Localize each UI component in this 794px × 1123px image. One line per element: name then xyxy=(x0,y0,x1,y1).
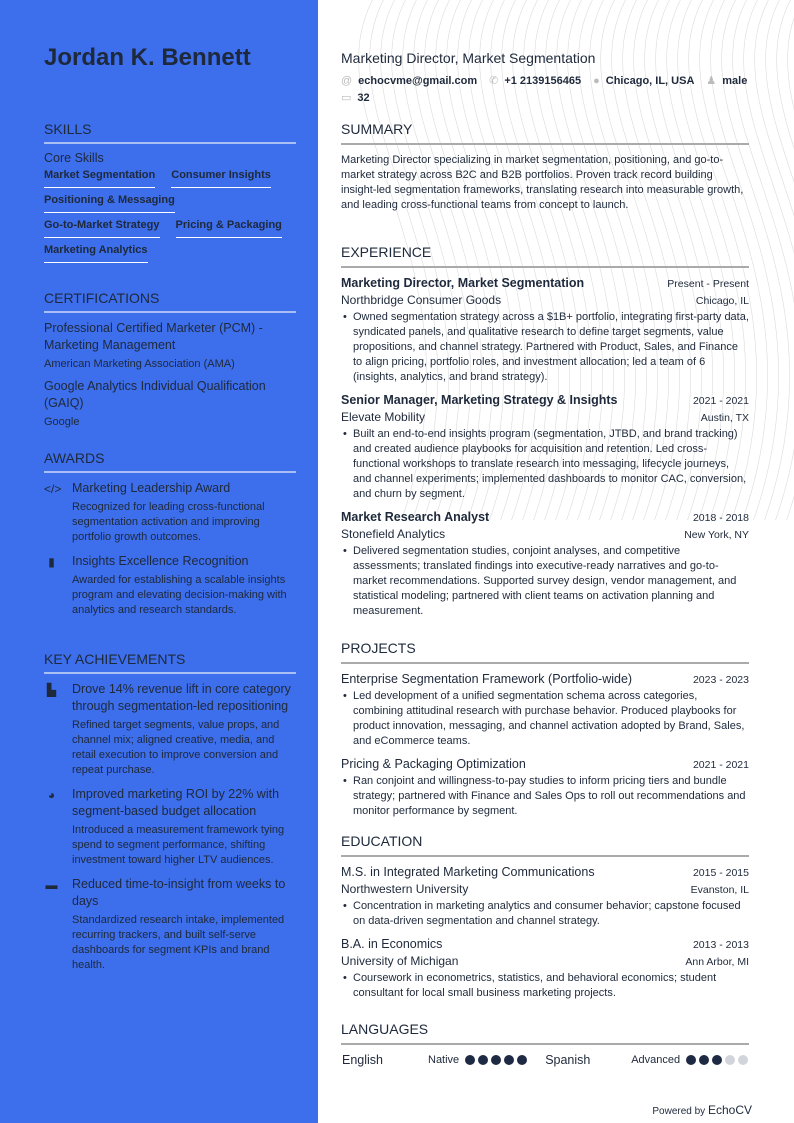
skill-chip: Pricing & Packaging xyxy=(176,219,282,238)
contact-info xyxy=(341,74,749,104)
summary-heading: SUMMARY xyxy=(341,121,749,145)
achievement-item xyxy=(44,786,296,868)
projects-section xyxy=(341,640,749,827)
file-check-icon: ▙ xyxy=(46,683,57,697)
education-dates: 2013 - 2013 xyxy=(692,939,749,951)
achievement-title: Drove 14% revenue lift in core category through segmentation-led repositioning xyxy=(72,682,291,713)
achievement-desc: Standardized research intake, implemented recurring trackers, and built self-serve dashboards for segment KPIs and brand health. xyxy=(72,914,285,971)
experience-title: Senior Manager, Marketing Strategy & Insights xyxy=(341,393,618,407)
summary-text: Marketing Director specializing in market segmentation, positioning, and go-to-market strategy across B2C and B2B portfolios. Proven track record building insight-led segmentation frameworks, translating research into measurable growth, and leading cross-functional teams from concept to launch. xyxy=(341,154,744,211)
languages-list xyxy=(341,1053,749,1067)
job-title: Marketing Director, Market Segmentation xyxy=(341,50,596,66)
experience-location: Austin, TX xyxy=(700,412,749,424)
education-item xyxy=(341,937,749,1001)
education-bullets xyxy=(353,899,749,929)
experience-dates: 2021 - 2021 xyxy=(692,395,749,407)
education-school-row xyxy=(341,951,749,968)
education-bullets xyxy=(353,971,749,1001)
rating-dot xyxy=(478,1055,488,1065)
bullet: • Coursework in econometrics, statistics, and behavioral economics; student consultant for local small business marketing projects. xyxy=(353,971,749,1001)
project-bullets xyxy=(353,689,749,749)
achievement-item xyxy=(44,876,296,973)
experience-title: Marketing Director, Market Segmentation xyxy=(341,276,585,290)
project-header xyxy=(341,672,749,686)
award-title: Marketing Leadership Award xyxy=(72,481,231,495)
skill-chip: Marketing Analytics xyxy=(44,244,148,263)
language-rating xyxy=(686,1055,748,1065)
email-icon: @ xyxy=(341,74,353,87)
powered-by-text: Powered by xyxy=(652,1106,706,1117)
language-level: Native xyxy=(428,1054,460,1066)
awards-section xyxy=(44,450,296,626)
experience-item xyxy=(341,510,749,619)
language-name: Spanish xyxy=(545,1053,591,1067)
header xyxy=(341,50,749,104)
experience-dates: Present - Present xyxy=(667,278,749,290)
rating-dot xyxy=(712,1055,722,1065)
award-desc: Recognized for leading cross-functional segmentation activation and improving portfolio growth outcomes. xyxy=(72,501,265,543)
rating-dot xyxy=(725,1055,735,1065)
certifications-heading: CERTIFICATIONS xyxy=(44,290,296,313)
skills-heading: SKILLS xyxy=(44,121,296,144)
education-heading: EDUCATION xyxy=(341,833,749,857)
location-icon: ● xyxy=(593,74,600,87)
calendar-icon: ▭ xyxy=(341,92,352,104)
certifications-section xyxy=(44,290,296,436)
experience-heading: EXPERIENCE xyxy=(341,244,749,268)
achievements-heading: KEY ACHIEVEMENTS xyxy=(44,651,296,674)
experience-company: Northbridge Consumer Goods xyxy=(341,293,502,307)
certification-issuer: Google xyxy=(44,416,80,428)
rating-dot xyxy=(699,1055,709,1065)
skills-section xyxy=(44,121,296,269)
pie-chart-icon: ◕ xyxy=(47,788,56,802)
bullet: • Concentration in marketing analytics and consumer behavior; capstone focused on data-driven segmentation and channel strategy. xyxy=(353,899,749,929)
education-item xyxy=(341,865,749,929)
bullet: • Delivered segmentation studies, conjoint analyses, and competitive assessments; translated findings into executive-ready narratives and go-to-market recommendations. Supported survey design, vendor management, and statistical modeling; partnered with client teams on activation planning and measurement. xyxy=(353,544,749,619)
education-header xyxy=(341,937,749,951)
skill-chip: Go-to-Market Strategy xyxy=(44,219,160,238)
project-item xyxy=(341,672,749,749)
experience-item xyxy=(341,276,749,385)
phone[interactable]: +1 2139156465 xyxy=(504,75,582,87)
project-item xyxy=(341,757,749,819)
education-degree: B.A. in Economics xyxy=(341,937,443,951)
achievement-title: Improved marketing ROI by 22% with segment-based budget allocation xyxy=(72,787,280,818)
education-location: Evanston, IL xyxy=(690,884,749,896)
education-school: University of Michigan xyxy=(341,954,459,968)
rating-dot xyxy=(465,1055,475,1065)
education-location: Ann Arbor, MI xyxy=(685,956,749,968)
code-icon: </> xyxy=(44,482,62,496)
clipboard-icon: ▮ xyxy=(48,555,55,569)
project-dates: 2021 - 2021 xyxy=(692,759,749,771)
language-name: English xyxy=(342,1053,383,1067)
achievement-title: Reduced time-to-insight from weeks to days xyxy=(72,877,286,908)
experience-bullets xyxy=(353,427,749,502)
skill-chip: Consumer Insights xyxy=(171,169,271,188)
education-dates: 2015 - 2015 xyxy=(692,867,749,879)
education-degree: M.S. in Integrated Marketing Communications xyxy=(341,865,595,879)
project-dates: 2023 - 2023 xyxy=(692,674,749,686)
rating-dot xyxy=(491,1055,501,1065)
phone-icon: ✆ xyxy=(489,75,499,87)
education-section xyxy=(341,833,749,1009)
education-header xyxy=(341,865,749,879)
projects-heading: PROJECTS xyxy=(341,640,749,664)
bullet: • Ran conjoint and willingness-to-pay studies to inform pricing tiers and bundle strategy; partnered with Finance and Sales Ops to roll out recommendations and monitor performance by segment. xyxy=(353,774,749,819)
experience-bullets xyxy=(353,310,749,385)
languages-section xyxy=(341,1021,749,1067)
certification-title: Google Analytics Individual Qualification (GAIQ) xyxy=(44,379,266,410)
award-desc: Awarded for establishing a scalable insights program and elevating decision-making with analytics and research standards. xyxy=(72,574,287,616)
experience-dates: 2018 - 2018 xyxy=(692,512,749,524)
achievement-desc: Introduced a measurement framework tying spend to segment performance, shifting investment toward higher LTV audiences. xyxy=(72,824,285,866)
rating-dot xyxy=(504,1055,514,1065)
education-school-row xyxy=(341,879,749,896)
skills-group: Core Skills xyxy=(44,151,104,165)
experience-title: Market Research Analyst xyxy=(341,510,490,524)
language-rating xyxy=(465,1055,527,1065)
experience-item xyxy=(341,393,749,502)
bullet: • Owned segmentation strategy across a $1B+ portfolio, integrating first-party data, syndicated panels, and qualitative research to define target segments, value propositions, and channel strategy. Partnered with Product, Sales, and Finance to align pricing, portfolio roles, and investment allocation; led a team of 6 (insights, analytics, and brand strategy). xyxy=(353,310,749,385)
experience-org-row xyxy=(341,524,749,541)
brand-logo: EchoCV xyxy=(707,1103,752,1117)
skills-list xyxy=(44,169,296,269)
experience-org-row xyxy=(341,407,749,424)
experience-company: Stonefield Analytics xyxy=(341,527,446,541)
award-item xyxy=(44,553,296,618)
experience-location: Chicago, IL xyxy=(695,295,749,307)
experience-location: New York, NY xyxy=(684,529,749,541)
email[interactable]: echocvme@gmail.com xyxy=(358,74,478,87)
rating-dot xyxy=(686,1055,696,1065)
bullet: • Built an end-to-end insights program (segmentation, JTBD, and brand tracking) and created audience playbooks for acquisition and retention. Led cross-functional workshops to translate research into messaging, lifecycle journeys, and channel experiments; implemented dashboards to monitor CAC, conversion, and churn by segment. xyxy=(353,427,749,502)
project-title: Enterprise Segmentation Framework (Portfolio-wide) xyxy=(341,672,633,686)
chat-icon: ▬ xyxy=(45,878,58,892)
award-title: Insights Excellence Recognition xyxy=(72,554,249,568)
user-icon: ♟ xyxy=(706,75,717,87)
achievement-desc: Refined target segments, value props, and channel mix; aligned creative, media, and retail execution to improve conversion and repeat purchase. xyxy=(72,719,280,776)
experience-bullets xyxy=(353,544,749,619)
languages-heading: LANGUAGES xyxy=(341,1021,749,1045)
project-title: Pricing & Packaging Optimization xyxy=(341,757,526,771)
education-school: Northwestern University xyxy=(341,882,469,896)
certification-title: Professional Certified Marketer (PCM) - Marketing Management xyxy=(44,321,263,352)
skill-chip: Positioning & Messaging xyxy=(44,194,175,213)
footer xyxy=(652,1103,752,1117)
achievement-item xyxy=(44,681,296,778)
project-bullets xyxy=(353,774,749,819)
language-level: Advanced xyxy=(631,1054,681,1066)
rating-dot xyxy=(517,1055,527,1065)
age: 32 xyxy=(357,92,370,104)
experience-header xyxy=(341,510,749,524)
bullet: • Led development of a unified segmentation schema across categories, combining attitudinal research with purchase behavior. Produced playbooks for product innovation, messaging, and channel activation adopted by Brand, Sales, and eCommerce teams. xyxy=(353,689,749,749)
awards-heading: AWARDS xyxy=(44,450,296,473)
experience-header xyxy=(341,276,749,290)
project-header xyxy=(341,757,749,771)
award-item xyxy=(44,480,296,545)
certification-item xyxy=(44,378,296,428)
location: Chicago, IL, USA xyxy=(605,74,695,87)
achievements-section xyxy=(44,651,296,981)
experience-section xyxy=(341,244,749,627)
certification-item xyxy=(44,320,296,370)
skill-chip: Market Segmentation xyxy=(44,169,155,188)
gender: male xyxy=(722,75,748,87)
summary-section xyxy=(341,121,749,213)
candidate-name: Jordan K. Bennett xyxy=(44,44,251,71)
experience-header xyxy=(341,393,749,407)
certification-issuer: American Marketing Association (AMA) xyxy=(44,358,235,370)
experience-company: Elevate Mobility xyxy=(341,410,426,424)
experience-org-row xyxy=(341,290,749,307)
rating-dot xyxy=(738,1055,748,1065)
